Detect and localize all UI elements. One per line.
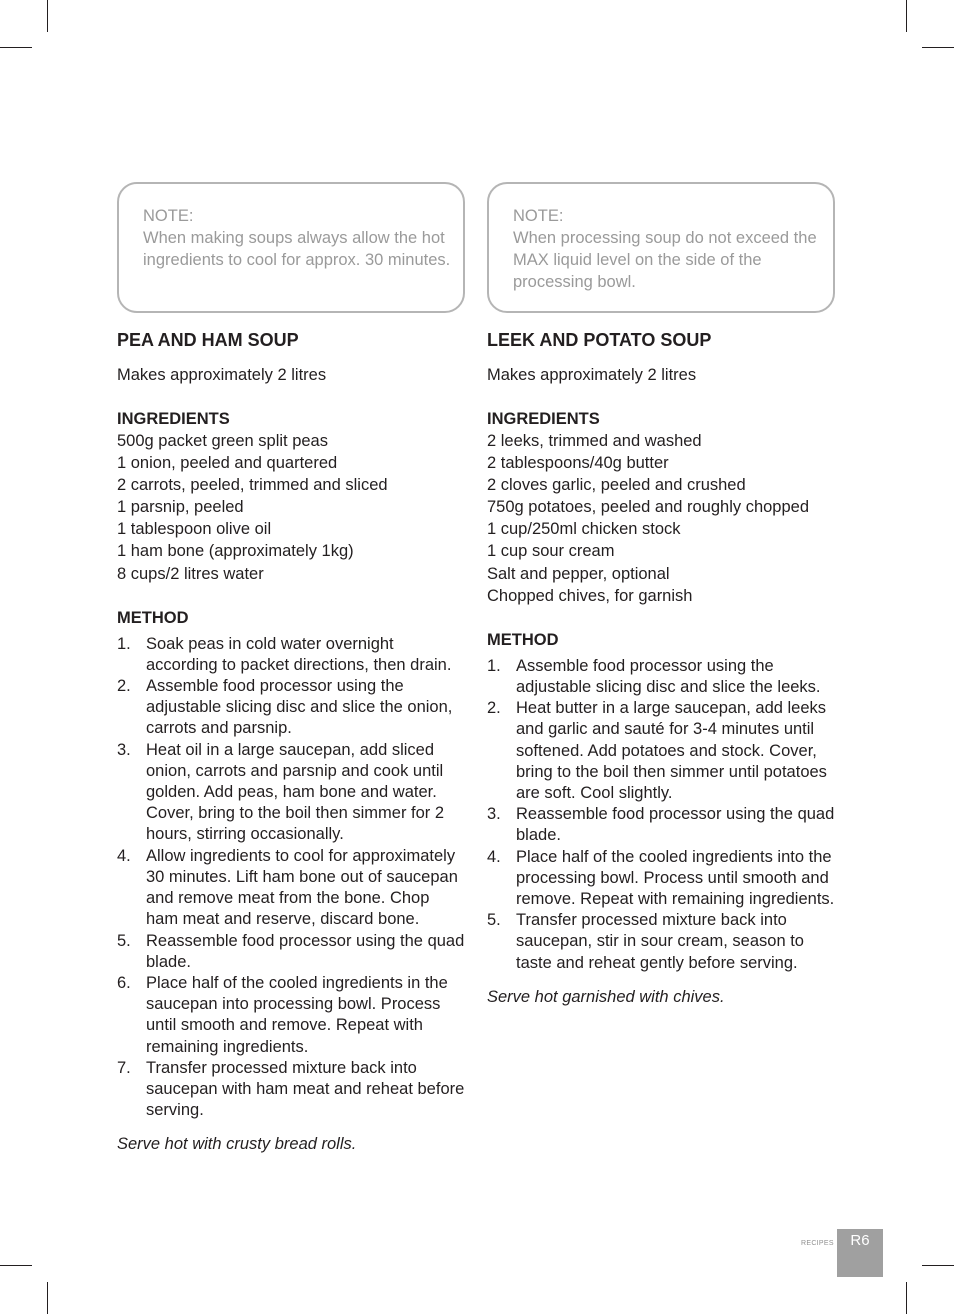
ingredient-item: 1 cup sour cream [487, 542, 615, 561]
ingredient-item: 2 carrots, peeled, trimmed and sliced [117, 476, 388, 495]
step-text: Allow ingredients to cool for approximately 30 minutes. Lift ham bone out of saucepan and remove meat from the bone. Chop ham meat and reserve, discard bone. [146, 846, 458, 929]
recipe-title: LEEK AND POTATO SOUP [487, 330, 712, 350]
ingredient-item: 1 tablespoon olive oil [117, 520, 272, 539]
crop-mark [922, 47, 954, 48]
step-number: 1. [487, 656, 501, 675]
recipe-yield: Makes approximately 2 litres [117, 366, 327, 384]
ingredient-item: 1 onion, peeled and quartered [117, 454, 338, 473]
ingredient-item: Chopped chives, for garnish [487, 586, 693, 605]
section-label: RECIPES [801, 1240, 834, 1247]
step-number: 7. [117, 1058, 131, 1077]
crop-mark [47, 1282, 48, 1314]
method-step [117, 1058, 465, 1122]
note-text: When processing soup do not exceed the MAX liquid level on the side of the processing bowl. [513, 229, 817, 291]
method-step [117, 634, 465, 676]
method-steps [487, 656, 835, 974]
method-steps [117, 634, 465, 1122]
ingredients-list [487, 430, 835, 607]
recipe-yield: Makes approximately 2 litres [487, 366, 697, 384]
step-text: Transfer processed mixture back into saucepan, stir in sour cream, season to taste and reheat gently before serving. [516, 911, 804, 972]
ingredient-item: 2 leeks, trimmed and washed [487, 432, 702, 450]
crop-mark [0, 47, 32, 48]
note-box [117, 182, 465, 313]
step-number: 1. [117, 634, 131, 653]
step-text: Reassemble food processor using the quad blade. [146, 931, 465, 971]
method-heading: METHOD [117, 608, 189, 627]
ingredient-item: 2 tablespoons/40g butter [487, 454, 669, 473]
method-step [117, 973, 465, 1058]
ingredient-item: Salt and pepper, optional [487, 564, 670, 583]
method-step [487, 656, 835, 698]
ingredients-list [117, 430, 465, 585]
recipe-column-right [487, 182, 835, 1008]
step-text: Heat butter in a large saucepan, add leeks and garlic and sauté for 3-4 minutes until softened. Add potatoes and stock. Cover, bring to the boil then simmer until potatoes are soft. Cool slightly. [516, 699, 827, 802]
note-label: NOTE: [513, 207, 564, 225]
note-text: When making soups always allow the hot ingredients to cool for approx. 30 minutes. [143, 229, 451, 269]
step-number: 3. [117, 740, 131, 759]
crop-mark [922, 1265, 954, 1266]
ingredients-heading: INGREDIENTS [117, 410, 230, 428]
step-text: Assemble food processor using the adjustable slicing disc and slice the leeks. [516, 656, 821, 696]
ingredient-item: 500g packet green split peas [117, 432, 328, 450]
crop-mark [0, 1265, 32, 1266]
method-step [487, 910, 835, 974]
step-number: 5. [487, 911, 501, 930]
step-number: 2. [117, 677, 131, 696]
method-step [117, 846, 465, 931]
ingredient-item: 2 cloves garlic, peeled and crushed [487, 476, 746, 495]
step-number: 4. [487, 847, 501, 866]
recipe-column-left [117, 182, 465, 1155]
method-heading: METHOD [487, 630, 559, 649]
method-step [487, 804, 835, 846]
step-number: 5. [117, 931, 131, 950]
method-step [117, 931, 465, 973]
ingredient-item: 1 cup/250ml chicken stock [487, 520, 681, 539]
note-box [487, 182, 835, 313]
step-number: 6. [117, 973, 131, 992]
crop-mark [906, 0, 907, 32]
step-number: 4. [117, 846, 131, 865]
method-step [487, 698, 835, 804]
step-number: 3. [487, 805, 501, 824]
note-label: NOTE: [143, 207, 194, 225]
step-text: Reassemble food processor using the quad blade. [516, 805, 835, 845]
method-step [487, 847, 835, 911]
ingredient-item: 8 cups/2 litres water [117, 564, 264, 583]
method-step [117, 676, 465, 740]
crop-mark [906, 1282, 907, 1314]
recipe-title: PEA AND HAM SOUP [117, 330, 299, 350]
step-text: Place half of the cooled ingredients in the saucepan into processing bowl. Process until smooth and remove. Repeat with remaining ingredients. [146, 973, 448, 1056]
ingredients-heading: INGREDIENTS [487, 410, 600, 428]
step-text: Assemble food processor using the adjustable slicing disc and slice the onion, carrots and parsnip. [146, 677, 453, 738]
ingredient-item: 1 ham bone (approximately 1kg) [117, 542, 354, 561]
step-text: Soak peas in cold water overnight according to packet directions, then drain. [146, 634, 452, 674]
ingredient-item: 1 parsnip, peeled [117, 498, 244, 517]
method-step [117, 740, 465, 846]
crop-mark [47, 0, 48, 32]
step-text: Place half of the cooled ingredients into the processing bowl. Process until smooth and remove. Repeat with remaining ingredients. [516, 847, 835, 908]
step-text: Heat oil in a large saucepan, add sliced onion, carrots and parsnip and cook until golden. Add peas, ham bone and water. Cover, bring to the boil then simmer for 2 hours, stirring occasionally. [146, 740, 445, 844]
page-number: R6 [837, 1229, 883, 1277]
step-number: 2. [487, 699, 501, 718]
serving-suggestion: Serve hot garnished with chives. [487, 987, 725, 1006]
serving-suggestion: Serve hot with crusty bread rolls. [117, 1135, 357, 1154]
step-text: Transfer processed mixture back into saucepan with ham meat and reheat before serving. [146, 1058, 465, 1120]
ingredient-item: 750g potatoes, peeled and roughly chopped [487, 498, 810, 517]
